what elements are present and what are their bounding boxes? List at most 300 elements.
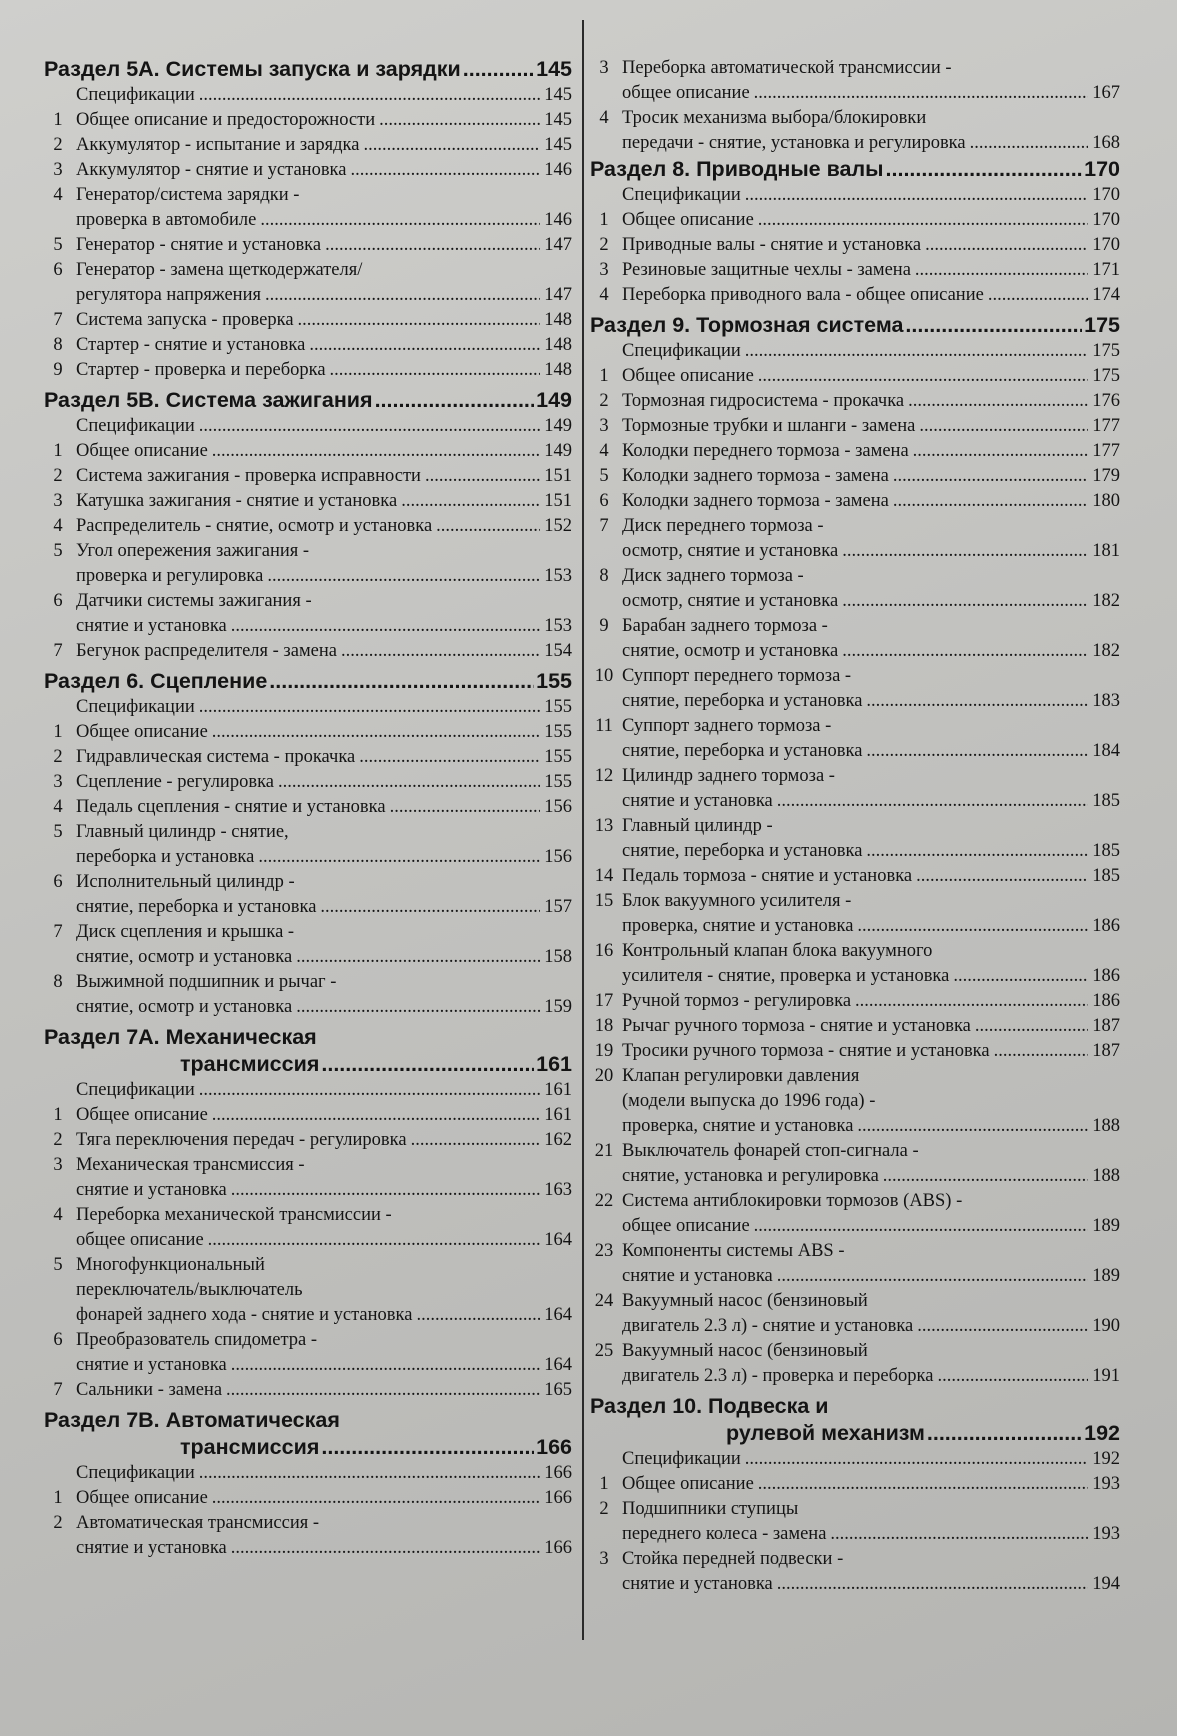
dot-leader [267,564,540,589]
entry-row [622,1214,1120,1239]
entry-page-number: 193 [1092,1474,1120,1494]
dot-leader [777,789,1088,814]
toc-entry[interactable] [590,814,1120,864]
entry-row [622,1039,1120,1064]
entry-title-line: Контрольный клапан блока вакуумного [622,941,933,961]
entry-title-line: Клапан регулировки давления [622,1066,860,1086]
entry-row [622,364,1120,389]
entry-number: 2 [53,135,63,155]
entry-row [76,489,572,514]
entry-number: 3 [599,58,609,78]
entry-title-line: Вакуумный насос (бензиновый [622,1291,868,1311]
toc-entry[interactable] [44,1128,572,1153]
toc-entry[interactable] [590,389,1120,414]
toc-entry[interactable] [590,233,1120,258]
entry-title-line: снятие, переборка и установка [76,897,317,917]
dot-leader [212,720,540,745]
entry-title-line: Диск заднего тормоза - [622,566,804,586]
continued-entries [590,56,1120,156]
entry-title-line: Автоматическая трансмиссия - [76,1513,320,1533]
entry-title-line: снятие, установка и регулировка [622,1166,879,1186]
section-page-number: 175 [1084,313,1120,337]
entry-title-line: общее описание [622,1216,750,1236]
toc-entry[interactable] [590,364,1120,389]
entry-row [76,208,572,233]
toc-entry[interactable] [590,989,1120,1014]
dot-leader [855,989,1088,1014]
section-title-line: Раздел 7А. Механическая [44,1025,317,1049]
dot-leader [298,308,541,333]
entry-title-line: Общее описание [76,1105,208,1125]
entry-number: 25 [594,1341,614,1361]
entry-title-line: Спецификации [622,341,741,361]
dot-leader [379,108,540,133]
toc-entry[interactable] [44,514,572,539]
toc-entry[interactable] [44,439,572,464]
entry-page-number: 175 [1092,366,1120,386]
entry-page-number: 186 [1092,916,1120,936]
entry-row [622,1572,1120,1597]
toc-entry[interactable] [44,639,572,664]
toc-entry[interactable] [44,358,572,383]
entry-number: 4 [53,516,63,536]
toc-entry[interactable] [44,870,572,920]
entry-row [76,333,572,358]
toc-entry[interactable] [590,764,1120,814]
dot-leader [842,539,1088,564]
dot-leader [341,639,540,664]
dot-leader [893,464,1088,489]
entry-title-line: усилителя - снятие, проверка и установка [622,966,950,986]
entry-title-line: Спецификации [76,416,195,436]
toc-entry[interactable] [44,464,572,489]
entry-number: 21 [594,1141,614,1161]
section-heading[interactable] [590,156,1120,183]
entry-title-line: Компоненты системы ABS - [622,1241,845,1261]
entry-row [76,995,572,1020]
toc-entry[interactable] [590,1039,1120,1064]
entry-page-number: 157 [544,897,572,917]
entry-row [76,439,572,464]
toc-entry[interactable] [44,308,572,333]
toc-entry[interactable] [44,183,572,233]
section-page-number: 192 [1084,1421,1120,1445]
specifications-entry[interactable] [44,414,572,439]
entry-title-line: переключатель/выключатель [76,1280,303,1300]
dot-leader [758,1472,1088,1497]
entry-page-number: 156 [544,847,572,867]
entry-row [76,1378,572,1403]
entry-number: 2 [53,1513,63,1533]
dot-leader [916,864,1088,889]
entry-row [622,1264,1120,1289]
entry-title-line: Стойка передней подвески - [622,1549,844,1569]
entry-title-line: Рычаг ручного тормоза - снятие и установка [622,1016,971,1036]
dot-leader [988,283,1088,308]
entry-page-number: 165 [544,1380,572,1400]
section-heading[interactable] [44,387,572,414]
toc-entry[interactable] [44,720,572,745]
toc-entry[interactable] [44,589,572,639]
section-title: Раздел 5В. Система зажигания [44,388,373,412]
entry-row [76,414,572,439]
entry-row [622,539,1120,564]
entry-title-line: Сцепление - регулировка [76,772,274,792]
toc-entry[interactable] [590,864,1120,889]
dot-leader [208,1228,541,1253]
entry-title-line: Общее описание [622,210,754,230]
entry-row [622,1364,1120,1389]
toc-entry[interactable] [590,714,1120,764]
entry-row [622,1472,1120,1497]
entry-row [76,1078,572,1103]
entry-number: 1 [53,441,63,461]
section-page-number: 161 [536,1052,572,1076]
specifications-entry[interactable] [44,695,572,720]
toc-entry[interactable] [590,56,1120,106]
specifications-entry[interactable] [590,183,1120,208]
entry-number: 18 [594,1016,614,1036]
entry-title-line: Угол опережения зажигания - [76,541,310,561]
dot-leader [883,1164,1088,1189]
toc-entry[interactable] [44,820,572,870]
dot-leader [754,1214,1089,1239]
dot-leader [278,770,540,795]
toc-entry[interactable] [590,664,1120,714]
entry-row [622,258,1120,283]
entry-title-line: снятие и установка [76,616,227,636]
dot-leader [937,1364,1088,1389]
dot-leader [758,364,1088,389]
toc-entry[interactable] [590,889,1120,939]
entry-number: 1 [53,1105,63,1125]
entry-row [76,1103,572,1128]
entry-page-number: 161 [544,1105,572,1125]
entry-title-line: снятие, осмотр и установка [622,641,839,661]
entry-title-line: двигатель 2.3 л) - проверка и переборка [622,1366,934,1386]
entry-title-line: передачи - снятие, установка и регулировка [622,133,966,153]
toc-entry[interactable] [590,439,1120,464]
section-heading[interactable] [590,312,1120,339]
entry-page-number: 156 [544,797,572,817]
toc-section [44,387,572,664]
toc-entry[interactable] [590,614,1120,664]
entry-number: 1 [53,722,63,742]
entry-page-number: 149 [544,416,572,436]
entry-number: 4 [599,285,609,305]
toc-entry[interactable] [590,1139,1120,1189]
entry-number: 6 [53,1330,63,1350]
toc-entry[interactable] [590,208,1120,233]
entry-row [622,864,1120,889]
entry-row [76,564,572,589]
toc-entry[interactable] [590,1289,1120,1339]
entry-title-line: общее описание [76,1230,204,1250]
entry-number: 1 [599,366,609,386]
dot-leader [231,1178,540,1203]
dot-leader [330,358,541,383]
section-entries [44,695,572,1020]
toc-entry[interactable] [44,1103,572,1128]
toc-entry[interactable] [590,1339,1120,1389]
toc-entry[interactable] [44,108,572,133]
entry-row [76,1486,572,1511]
entry-page-number: 187 [1092,1016,1120,1036]
entry-number: 8 [53,335,63,355]
entry-title-line: Общее описание [76,441,208,461]
entry-row [622,914,1120,939]
entry-title-line: снятие, осмотр и установка [76,997,293,1017]
section-title-line: трансмиссия [180,1052,320,1076]
entry-title-line: Катушка зажигания - снятие и установка [76,491,398,511]
dot-leader [970,131,1089,156]
dot-leader [915,258,1088,283]
toc-entry[interactable] [44,158,572,183]
section-entries [44,414,572,664]
entry-number: 9 [599,616,609,636]
dot-leader [212,439,540,464]
entry-page-number: 164 [544,1305,572,1325]
entry-title-line: Тросики ручного тормоза - снятие и установка [622,1041,990,1061]
entry-title-line: Общее описание [76,1488,208,1508]
toc-entry[interactable] [590,1189,1120,1239]
entry-row [76,1461,572,1486]
specifications-entry[interactable] [590,1447,1120,1472]
dot-leader [905,312,1082,339]
toc-entry[interactable] [590,283,1120,308]
dot-leader [745,339,1088,364]
toc-entry[interactable] [44,1328,572,1378]
specifications-entry[interactable] [44,1461,572,1486]
dot-leader [350,158,540,183]
toc-entry[interactable] [44,258,572,308]
toc-entry[interactable] [44,920,572,970]
entry-row [76,1536,572,1561]
entry-row [622,589,1120,614]
toc-entry[interactable] [590,1239,1120,1289]
toc-entry[interactable] [590,1064,1120,1139]
entry-number: 7 [599,516,609,536]
toc-entry[interactable] [590,414,1120,439]
toc-entry[interactable] [44,133,572,158]
entry-row [622,789,1120,814]
entry-title-line: снятие и установка [622,1574,773,1594]
entry-number: 10 [594,666,614,686]
specifications-entry[interactable] [44,1078,572,1103]
entry-row [76,770,572,795]
entry-row [622,1522,1120,1547]
entry-title-line: Спецификации [622,1449,741,1469]
section-title: Раздел 6. Сцепление [44,669,268,693]
entry-number: 3 [53,772,63,792]
entry-row [76,1128,572,1153]
entry-number: 11 [595,716,613,736]
entry-row [622,464,1120,489]
dot-leader [325,233,540,258]
dot-leader [866,739,1088,764]
entry-title-line: Тормозная гидросистема - прокачка [622,391,905,411]
toc-entry[interactable] [590,489,1120,514]
dot-leader [913,439,1089,464]
toc-entry[interactable] [590,514,1120,564]
toc-entry[interactable] [44,1378,572,1403]
section-heading[interactable] [44,56,572,83]
dot-leader [857,1114,1088,1139]
toc-entry[interactable] [44,1486,572,1511]
dot-leader [866,689,1088,714]
entry-number: 3 [599,1549,609,1569]
section-heading[interactable] [590,1393,1120,1447]
specifications-entry[interactable] [590,339,1120,364]
toc-entry[interactable] [590,1472,1120,1497]
entry-row [622,1314,1120,1339]
dot-leader [375,387,535,414]
entry-number: 3 [599,416,609,436]
entry-page-number: 163 [544,1180,572,1200]
entry-title-line: Бегунок распределителя - замена [76,641,337,661]
entry-title-line: Подшипники ступицы [622,1499,799,1519]
entry-title-line: Спецификации [76,1080,195,1100]
entry-page-number: 186 [1092,991,1120,1011]
section-entries [44,83,572,383]
dot-leader [320,895,540,920]
entry-number: 5 [53,541,63,561]
entry-number: 6 [599,491,609,511]
toc-entry[interactable] [590,106,1120,156]
entry-page-number: 147 [544,235,572,255]
entry-page-number: 180 [1092,491,1120,511]
entry-number: 2 [53,466,63,486]
toc-entry[interactable] [44,795,572,820]
section-entries [590,1447,1120,1597]
entry-number: 2 [599,235,609,255]
entry-title-line: Стартер - снятие и установка [76,335,306,355]
entry-row [622,339,1120,364]
entry-number: 4 [599,441,609,461]
section-entries [590,339,1120,1389]
entry-title-line: снятие, переборка и установка [622,691,863,711]
entry-row [76,83,572,108]
specifications-entry[interactable] [44,83,572,108]
toc-entry[interactable] [44,333,572,358]
entry-number: 1 [53,110,63,130]
section-page-number: 149 [536,388,572,412]
entry-page-number: 171 [1092,260,1120,280]
dot-leader [925,233,1088,258]
entry-page-number: 155 [544,747,572,767]
entry-title-line: регулятора напряжения [76,285,261,305]
entry-row [76,720,572,745]
entry-title-line: осмотр, снятие и установка [622,591,839,611]
entry-number: 12 [594,766,614,786]
entry-page-number: 185 [1092,791,1120,811]
toc-entry[interactable] [590,1497,1120,1547]
toc-entry[interactable] [44,770,572,795]
entry-page-number: 154 [544,641,572,661]
toc-entry[interactable] [590,564,1120,614]
entry-title-line: Общее описание [76,722,208,742]
toc-entry[interactable] [44,745,572,770]
entry-number: 8 [53,972,63,992]
toc-entry[interactable] [44,1511,572,1561]
entry-title-line: Спецификации [622,185,741,205]
toc-entry[interactable] [44,970,572,1020]
entry-title-line: Датчики системы зажигания - [76,591,312,611]
entry-number: 3 [53,160,63,180]
entry-row [622,839,1120,864]
entry-row [76,108,572,133]
entry-number: 22 [594,1191,614,1211]
toc-entry[interactable] [44,1253,572,1328]
toc-entry[interactable] [44,489,572,514]
entry-page-number: 177 [1092,441,1120,461]
entry-title-line: Педаль сцепления - снятие и установка [76,797,386,817]
entry-title-line: проверка, снятие и установка [622,1116,854,1136]
entry-number: 3 [53,491,63,511]
entry-title-line: Переборка механической трансмиссии - [76,1205,392,1225]
toc-entry[interactable] [590,1547,1120,1597]
entry-number: 5 [53,235,63,255]
entry-title-line: Система антиблокировки тормозов (ABS) - [622,1191,963,1211]
entry-number: 23 [594,1241,614,1261]
entry-row [622,639,1120,664]
entry-row [76,158,572,183]
entry-number: 6 [53,872,63,892]
entry-page-number: 187 [1092,1041,1120,1061]
entry-title-line: Спецификации [76,1463,195,1483]
section-title-row [44,1051,572,1078]
section-heading[interactable] [44,1407,572,1461]
entry-page-number: 174 [1092,285,1120,305]
entry-row [622,489,1120,514]
dot-leader [401,489,540,514]
entry-number: 2 [53,747,63,767]
entry-title-line: Диск переднего тормоза - [622,516,824,536]
entry-number: 2 [599,1499,609,1519]
entry-number: 1 [599,1474,609,1494]
toc-entry[interactable] [590,1014,1120,1039]
toc-entry[interactable] [44,539,572,589]
toc-entry[interactable] [590,939,1120,989]
toc-entry[interactable] [590,258,1120,283]
entry-number: 4 [53,797,63,817]
entry-title-line: Барабан заднего тормоза - [622,616,828,636]
toc-section [44,56,572,383]
entry-row [76,845,572,870]
entry-title-line: (модели выпуска до 1996 года) - [622,1091,876,1111]
toc-entry[interactable] [44,1153,572,1203]
entry-page-number: 185 [1092,841,1120,861]
dot-leader [842,589,1088,614]
toc-entry[interactable] [590,464,1120,489]
entry-title-line: Блок вакуумного усилителя - [622,891,852,911]
entry-page-number: 161 [544,1080,572,1100]
dot-leader [919,414,1088,439]
entry-page-number: 168 [1092,133,1120,153]
section-heading[interactable] [44,1024,572,1078]
toc-entry[interactable] [44,233,572,258]
entry-number: 3 [599,260,609,280]
section-heading[interactable] [44,668,572,695]
section-page-number: 155 [536,669,572,693]
entry-page-number: 182 [1092,641,1120,661]
entry-page-number: 193 [1092,1524,1120,1544]
entry-title-line: Многофункциональный [76,1255,265,1275]
left-column [44,56,572,1565]
entry-number: 8 [599,566,609,586]
toc-entry[interactable] [44,1203,572,1253]
entry-row [76,358,572,383]
